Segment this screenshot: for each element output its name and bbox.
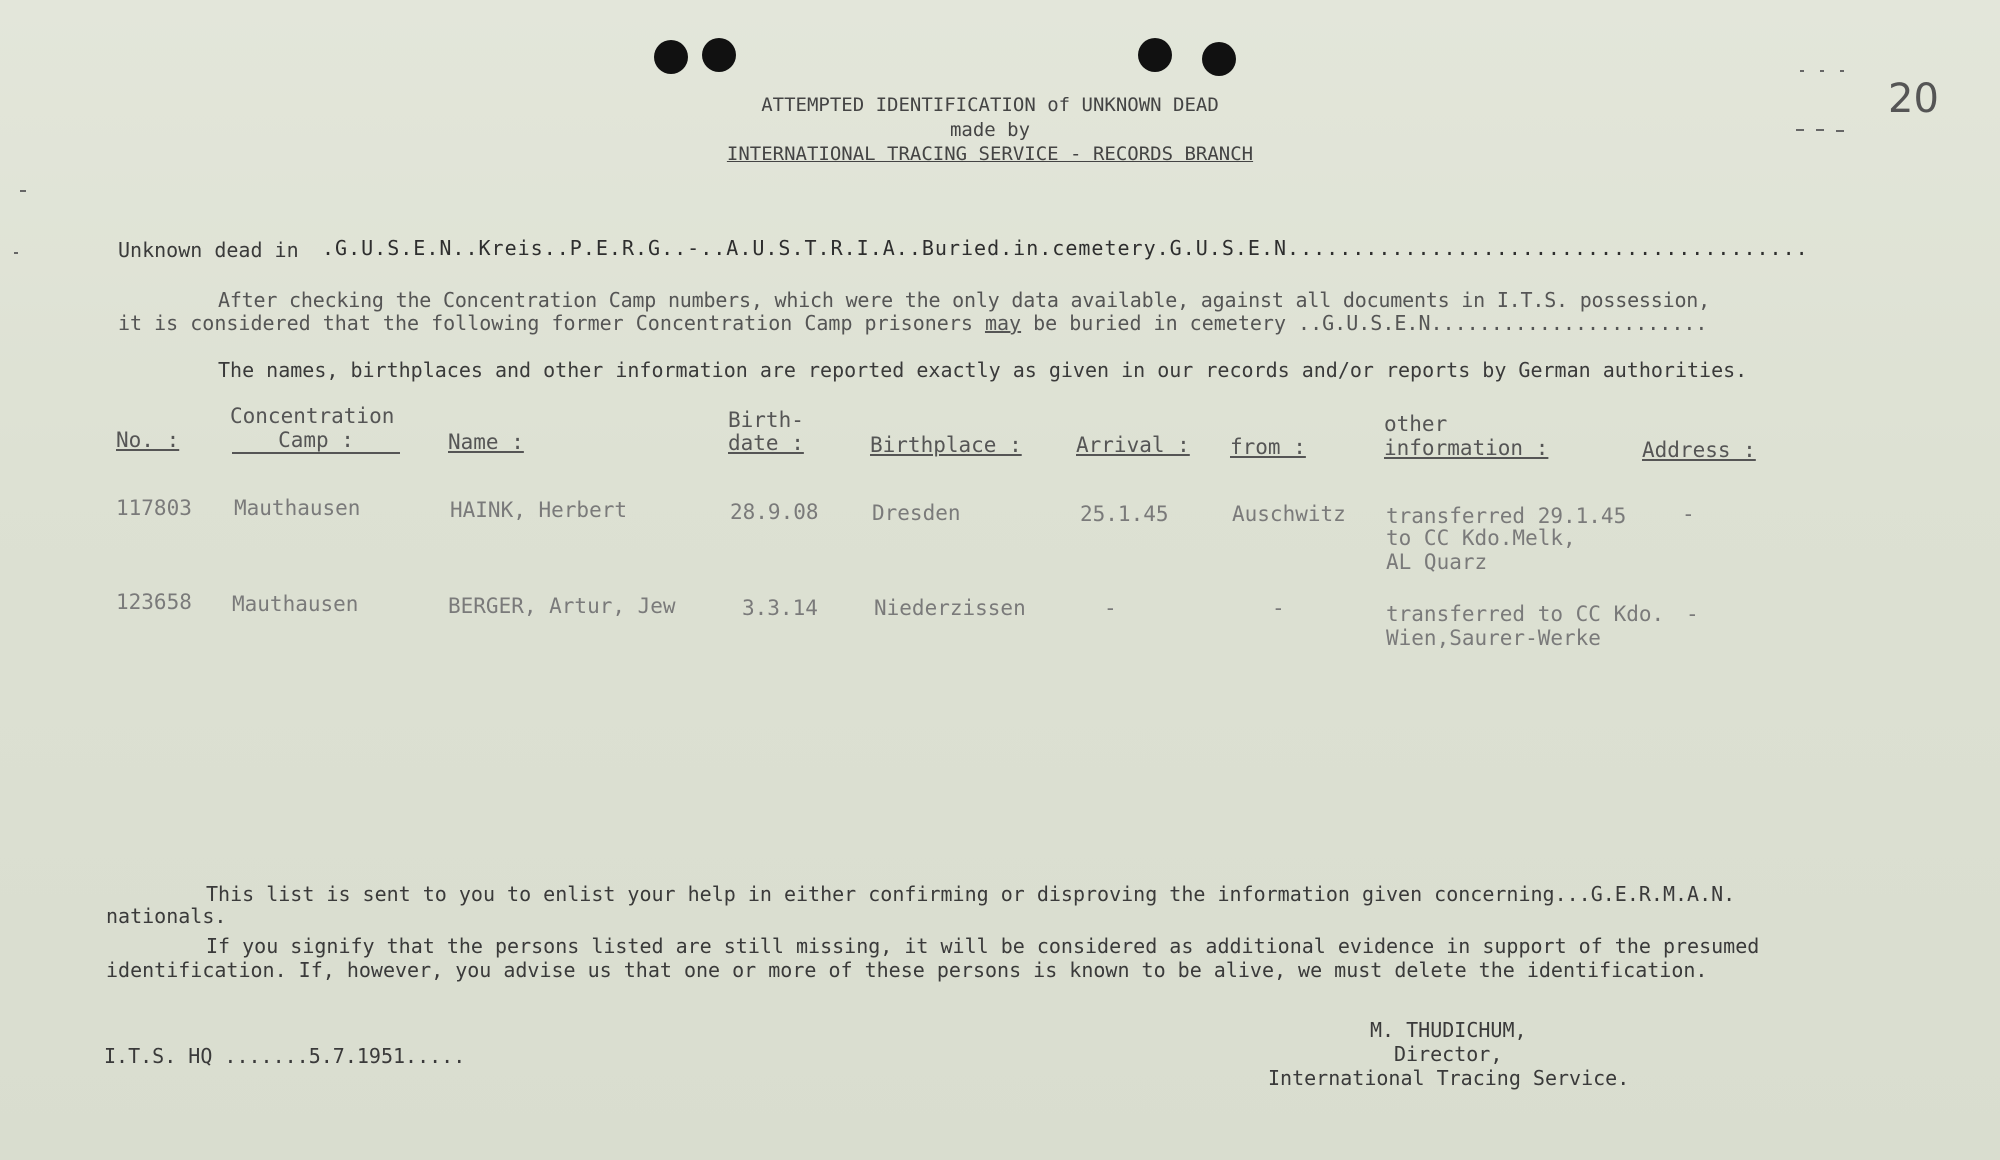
cell-birthdate: 28.9.08 [730,500,819,524]
col-birthdate-bottom: date : [728,431,804,455]
corner-mark [1836,130,1844,132]
col-other-top: other [1384,412,1448,436]
cell-name: BERGER, Artur, Jew [448,594,676,618]
cell-from: Auschwitz [1232,502,1346,526]
cell-other-2: Wien,Saurer-Werke [1386,626,1601,650]
col-camp-bottom: Camp : [232,428,400,454]
intro-line-2 [118,311,1838,335]
corner-mark [1800,70,1804,72]
col-from: from : [1230,435,1306,459]
corner-mark [1820,70,1824,72]
punch-hole-right-1 [1138,38,1172,72]
location-value: .G.U.S.E.N..Kreis..P.E.R.G..-..A.U.S.T.R.I.A..Buried.in.cemetery.G.U.S.E.N........................................ [322,236,1809,260]
names-note: The names, birthplaces and other information are reported exactly as given in our records and/or reports by German authorities. [218,358,1748,382]
location-label: Unknown dead in [118,238,299,262]
cell-no: 117803 [116,496,192,520]
cell-birthplace: Dresden [872,501,961,525]
signatory-organization: International Tracing Service. [1268,1066,1630,1090]
intro-line-2-prefix: it is considered that the following former Concentration Camp prisoners [118,311,973,335]
cell-camp: Mauthausen [232,592,359,616]
punch-hole-left-1 [654,40,688,74]
deletion-paragraph-line-2: identification. If, however, you advise us that one or more of these persons is known to be alive, we must delete the identification. [106,958,1708,982]
document-title: ATTEMPTED IDENTIFICATION of UNKNOWN DEAD [761,94,1219,116]
col-no: No. : [116,428,180,452]
request-paragraph-line-1: This list is sent to you to enlist your help in either confirming or disproving the information given concerning...G.E.R.M.A.N. [206,882,1736,906]
cell-no: 123658 [116,590,192,614]
cell-arrival: 25.1.45 [1080,502,1169,526]
intro-line-1: After checking the Concentration Camp numbers, which were the only data available, against all documents in I.T.S. possession, [218,288,1710,312]
cell-other-1: transferred 29.1.45 [1386,504,1627,528]
signatory-name: M. THUDICHUM, [1370,1018,1527,1042]
col-arrival: Arrival : [1076,433,1190,457]
corner-mark [1796,129,1804,131]
cell-from: - [1272,596,1285,620]
signatory-title: Director, [1394,1042,1503,1066]
cell-address: - [1682,502,1695,526]
col-name: Name : [448,430,524,454]
cell-name: HAINK, Herbert [450,498,628,522]
cell-other-3: AL Quarz [1386,550,1488,574]
col-other-bottom: information : [1384,436,1549,460]
corner-mark [1816,129,1824,131]
cell-arrival: - [1104,596,1117,620]
col-birthdate-top: Birth- [728,408,804,432]
col-address: Address : [1642,438,1756,462]
issuing-branch: INTERNATIONAL TRACING SERVICE - RECORDS BRANCH [726,143,1254,165]
punch-hole-right-2 [1202,42,1236,76]
cell-address: - [1686,602,1699,626]
request-paragraph-line-2: nationals. [106,904,227,928]
cell-other-2: to CC Kdo.Melk, [1386,526,1576,550]
page-number: 20 [1888,76,1939,122]
col-camp-top: Concentration [230,404,395,428]
intro-line-2-suffix: be buried in cemetery ..G.U.S.E.N....................... [1033,311,1708,335]
col-birthplace: Birthplace : [870,433,1022,457]
intro-may: may [984,311,1022,335]
its-hq-date: I.T.S. HQ .......5.7.1951..... [104,1044,466,1068]
cell-camp: Mauthausen [234,496,361,520]
cell-birthplace: Niederzissen [874,596,1026,620]
document-subtitle: made by [949,119,1031,141]
deletion-paragraph-line-1: If you signify that the persons listed are still missing, it will be considered as additional evidence in support of the presumed [206,934,1760,958]
cell-birthdate: 3.3.14 [742,596,818,620]
punch-hole-left-2 [702,38,736,72]
corner-mark [1840,70,1844,72]
cell-other-1: transferred to CC Kdo. [1386,602,1665,626]
margin-mark [20,190,26,192]
margin-mark [14,252,18,254]
